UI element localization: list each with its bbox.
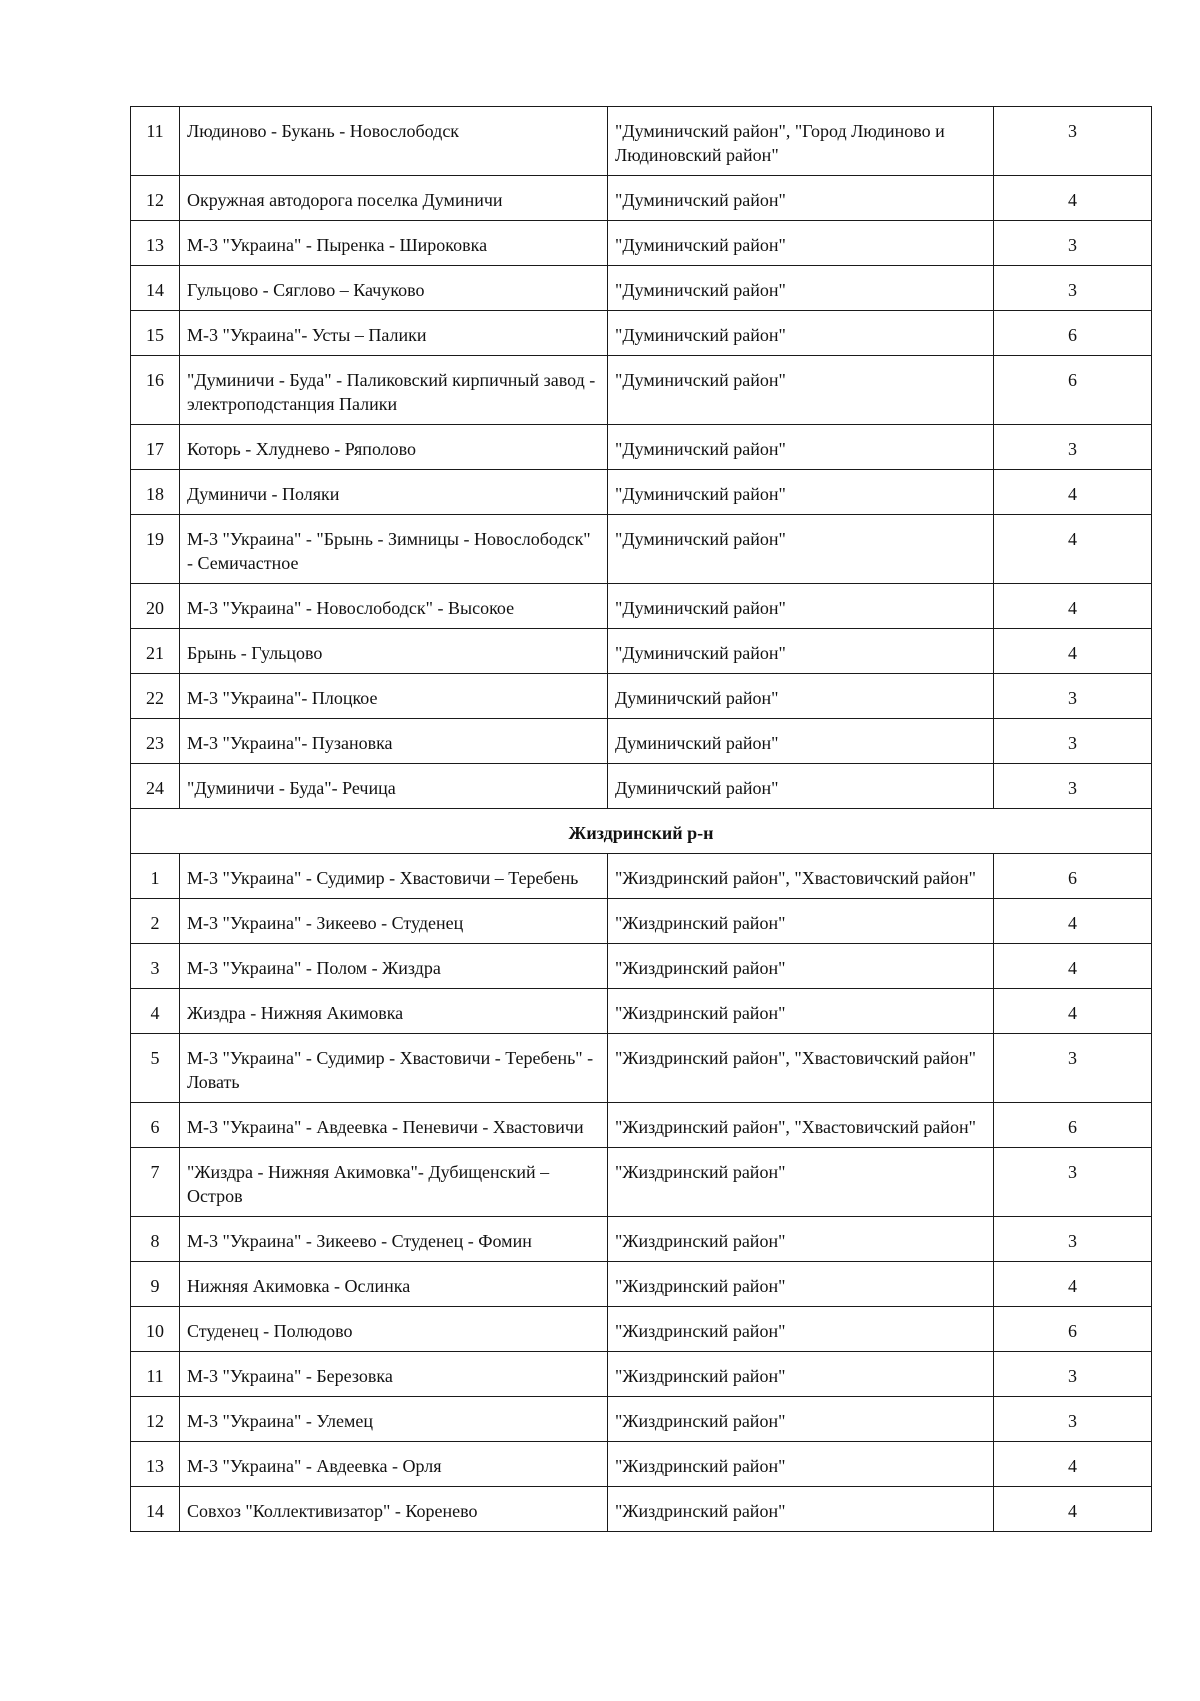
road-name-cell: М-3 "Украина" - Зикеево - Студенец: [180, 899, 608, 944]
table-row: [131, 1262, 1152, 1307]
row-number: 11: [131, 107, 180, 176]
district-cell: "Думиничский район": [608, 584, 994, 629]
district-cell: "Думиничский район": [608, 266, 994, 311]
table-row: [131, 515, 1152, 584]
value-cell: 3: [994, 425, 1152, 470]
row-number: 15: [131, 311, 180, 356]
value-cell: 4: [994, 989, 1152, 1034]
value-cell: 6: [994, 854, 1152, 899]
value-cell: 3: [994, 221, 1152, 266]
value-cell: 4: [994, 470, 1152, 515]
district-cell: "Жиздринский район": [608, 1217, 994, 1262]
district-cell: "Жиздринский район": [608, 989, 994, 1034]
district-cell: "Жиздринский район": [608, 899, 994, 944]
district-cell: Думиничский район": [608, 764, 994, 809]
road-name-cell: Студенец - Полюдово: [180, 1307, 608, 1352]
row-number: 3: [131, 944, 180, 989]
row-number: 7: [131, 1148, 180, 1217]
value-cell: 6: [994, 311, 1152, 356]
value-cell: 3: [994, 1217, 1152, 1262]
table-row: [131, 944, 1152, 989]
value-cell: 3: [994, 1352, 1152, 1397]
district-cell: "Жиздринский район": [608, 1262, 994, 1307]
road-name-cell: Совхоз "Коллективизатор" - Коренево: [180, 1487, 608, 1532]
table-row: [131, 221, 1152, 266]
road-name-cell: М-3 "Украина" - Зикеево - Студенец - Фомин: [180, 1217, 608, 1262]
road-name-cell: Окружная автодорога поселка Думиничи: [180, 176, 608, 221]
road-name-cell: Думиничи - Поляки: [180, 470, 608, 515]
value-cell: 3: [994, 1397, 1152, 1442]
value-cell: 4: [994, 1442, 1152, 1487]
value-cell: 6: [994, 1103, 1152, 1148]
table-row: [131, 1487, 1152, 1532]
road-name-cell: М-3 "Украина" - Судимир - Хвастовичи - Теребень" - Ловать: [180, 1034, 608, 1103]
value-cell: 4: [994, 944, 1152, 989]
row-number: 4: [131, 989, 180, 1034]
road-name-cell: Нижняя Акимовка - Ослинка: [180, 1262, 608, 1307]
section-title: Жиздринский р-н: [131, 809, 1152, 854]
value-cell: 4: [994, 899, 1152, 944]
table-row: [131, 989, 1152, 1034]
table-row: [131, 176, 1152, 221]
table-row: [131, 584, 1152, 629]
table-row: [131, 764, 1152, 809]
row-number: 18: [131, 470, 180, 515]
table-row: [131, 1217, 1152, 1262]
value-cell: 3: [994, 1148, 1152, 1217]
district-cell: "Жиздринский район", "Хвастовичский район": [608, 1103, 994, 1148]
value-cell: 4: [994, 584, 1152, 629]
district-cell: "Жиздринский район": [608, 944, 994, 989]
row-number: 19: [131, 515, 180, 584]
row-number: 8: [131, 1217, 180, 1262]
district-cell: "Жиздринский район": [608, 1148, 994, 1217]
table-row: [131, 719, 1152, 764]
table-row: [131, 311, 1152, 356]
table-row: [131, 470, 1152, 515]
row-number: 5: [131, 1034, 180, 1103]
road-name-cell: М-3 "Украина" - Судимир - Хвастовичи – Теребень: [180, 854, 608, 899]
table-row: [131, 1397, 1152, 1442]
row-number: 17: [131, 425, 180, 470]
row-number: 22: [131, 674, 180, 719]
district-cell: "Жиздринский район": [608, 1397, 994, 1442]
value-cell: 3: [994, 1034, 1152, 1103]
road-name-cell: М-3 "Украина" - Улемец: [180, 1397, 608, 1442]
row-number: 16: [131, 356, 180, 425]
value-cell: 3: [994, 764, 1152, 809]
value-cell: 3: [994, 719, 1152, 764]
district-cell: "Думиничский район": [608, 356, 994, 425]
roads-table: [130, 106, 1152, 1532]
value-cell: 6: [994, 1307, 1152, 1352]
district-cell: "Жиздринский район", "Хвастовичский район": [608, 1034, 994, 1103]
row-number: 6: [131, 1103, 180, 1148]
table-row: [131, 107, 1152, 176]
value-cell: 4: [994, 176, 1152, 221]
road-name-cell: М-3 "Украина" - "Брынь - Зимницы - Новослободск" - Семичастное: [180, 515, 608, 584]
table-row: [131, 854, 1152, 899]
district-cell: Думиничский район": [608, 674, 994, 719]
row-number: 23: [131, 719, 180, 764]
district-cell: "Думиничский район": [608, 425, 994, 470]
row-number: 10: [131, 1307, 180, 1352]
row-number: 11: [131, 1352, 180, 1397]
value-cell: 3: [994, 266, 1152, 311]
table-row: [131, 356, 1152, 425]
district-cell: "Жиздринский район", "Хвастовичский район": [608, 854, 994, 899]
district-cell: "Жиздринский район": [608, 1442, 994, 1487]
road-name-cell: М-3 "Украина" - Новослободск" - Высокое: [180, 584, 608, 629]
row-number: 12: [131, 176, 180, 221]
row-number: 1: [131, 854, 180, 899]
value-cell: 3: [994, 107, 1152, 176]
table-row: [131, 425, 1152, 470]
value-cell: 4: [994, 1487, 1152, 1532]
row-number: 9: [131, 1262, 180, 1307]
table-row: [131, 266, 1152, 311]
table-row: [131, 629, 1152, 674]
road-name-cell: М-3 "Украина"- Пузановка: [180, 719, 608, 764]
district-cell: "Жиздринский район": [608, 1487, 994, 1532]
value-cell: 4: [994, 629, 1152, 674]
road-name-cell: М-3 "Украина" - Полом - Жиздра: [180, 944, 608, 989]
table-row: [131, 1103, 1152, 1148]
road-name-cell: Жиздра - Нижняя Акимовка: [180, 989, 608, 1034]
table-row: [131, 1148, 1152, 1217]
road-name-cell: М-3 "Украина" - Пыренка - Широковка: [180, 221, 608, 266]
row-number: 13: [131, 1442, 180, 1487]
district-cell: "Думиничский район": [608, 629, 994, 674]
row-number: 12: [131, 1397, 180, 1442]
district-cell: "Думиничский район": [608, 470, 994, 515]
table-row: [131, 674, 1152, 719]
road-name-cell: М-3 "Украина"- Усты – Палики: [180, 311, 608, 356]
value-cell: 3: [994, 674, 1152, 719]
road-name-cell: М-3 "Украина"- Плоцкое: [180, 674, 608, 719]
road-name-cell: Гульцово - Сяглово – Качуково: [180, 266, 608, 311]
district-cell: "Думиничский район": [608, 221, 994, 266]
district-cell: "Жиздринский район": [608, 1307, 994, 1352]
row-number: 21: [131, 629, 180, 674]
district-cell: "Жиздринский район": [608, 1352, 994, 1397]
district-cell: Думиничский район": [608, 719, 994, 764]
value-cell: 4: [994, 515, 1152, 584]
road-name-cell: "Думиничи - Буда"- Речица: [180, 764, 608, 809]
district-cell: "Думиничский район": [608, 176, 994, 221]
row-number: 24: [131, 764, 180, 809]
road-name-cell: "Думиничи - Буда" - Паликовский кирпичный завод - электроподстанция Палики: [180, 356, 608, 425]
district-cell: "Думиничский район": [608, 311, 994, 356]
table-row: [131, 1442, 1152, 1487]
road-name-cell: М-3 "Украина" - Авдеевка - Пеневичи - Хвастовичи: [180, 1103, 608, 1148]
row-number: 2: [131, 899, 180, 944]
road-name-cell: Брынь - Гульцово: [180, 629, 608, 674]
table-body: [131, 107, 1152, 1532]
road-name-cell: М-3 "Украина" - Березовка: [180, 1352, 608, 1397]
table-row: [131, 899, 1152, 944]
district-cell: "Думиничский район", "Город Людиново и Людиновский район": [608, 107, 994, 176]
row-number: 14: [131, 266, 180, 311]
table-row: [131, 1352, 1152, 1397]
district-cell: "Думиничский район": [608, 515, 994, 584]
table-row: [131, 1307, 1152, 1352]
table-row: [131, 1034, 1152, 1103]
row-number: 13: [131, 221, 180, 266]
row-number: 14: [131, 1487, 180, 1532]
road-name-cell: "Жиздра - Нижняя Акимовка"- Дубищенский – Остров: [180, 1148, 608, 1217]
road-name-cell: Людиново - Букань - Новослободск: [180, 107, 608, 176]
section-header-row: [131, 809, 1152, 854]
row-number: 20: [131, 584, 180, 629]
value-cell: 4: [994, 1262, 1152, 1307]
value-cell: 6: [994, 356, 1152, 425]
road-name-cell: М-3 "Украина" - Авдеевка - Орля: [180, 1442, 608, 1487]
road-name-cell: Которь - Хлуднево - Ряполово: [180, 425, 608, 470]
